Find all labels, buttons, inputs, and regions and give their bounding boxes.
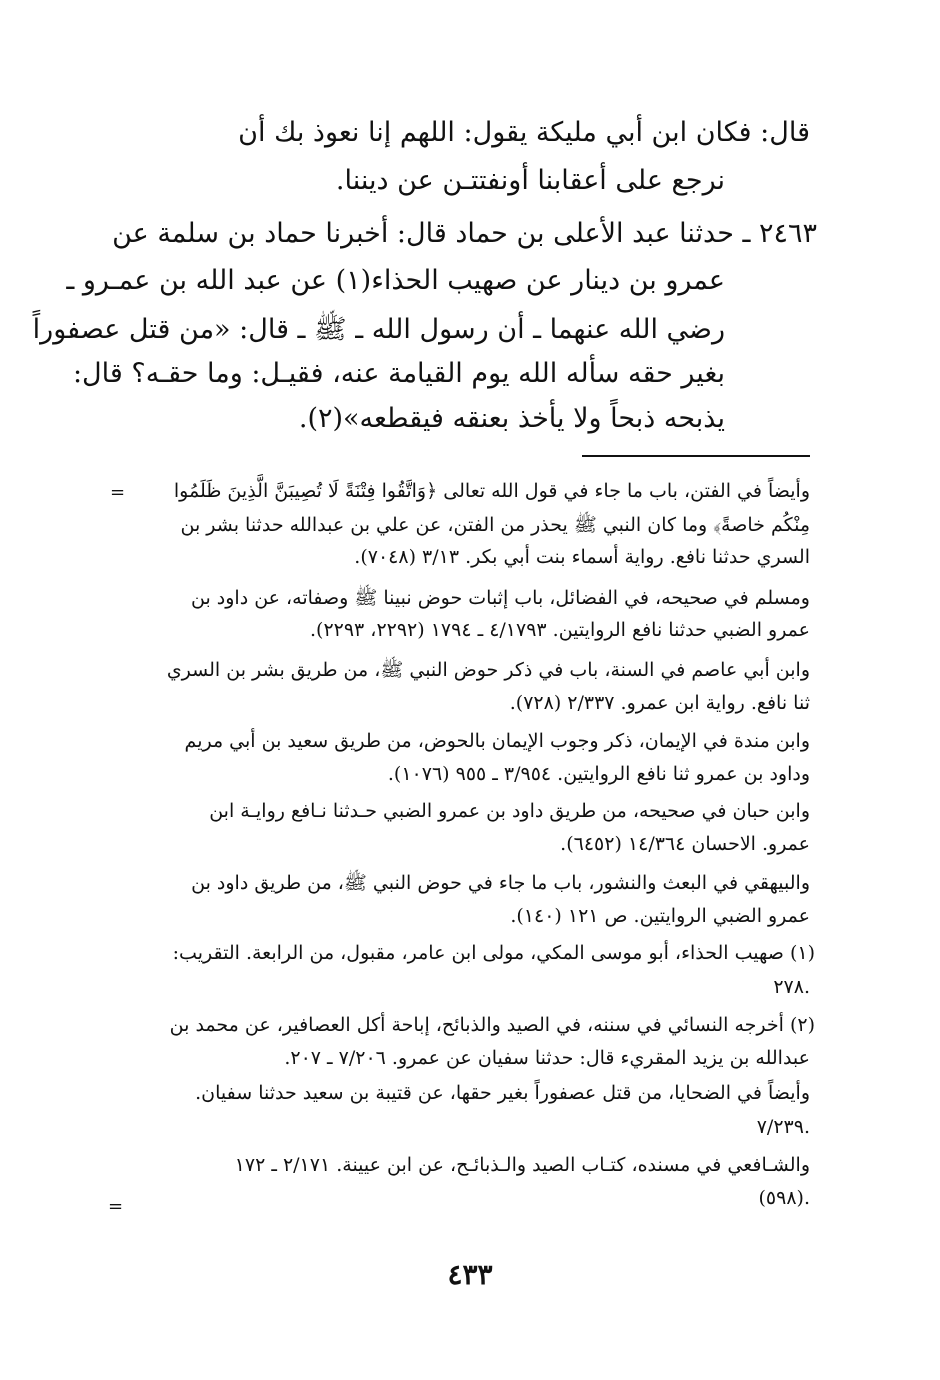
footnote-line: عمرو. الاحسان ١٤/٣٦٤ (٦٤٥٢). bbox=[560, 833, 810, 855]
hadith-2463-line-5: يذبحه ذبحاً ولا يأخذ بعنقه فيقطعه»(٢). bbox=[298, 403, 725, 434]
footnote-line: وابن مندة في الإيمان، ذكر وجوب الإيمان بالحوض، من طريق سعيد بن أبي مريم bbox=[184, 730, 810, 752]
footnote-line: والشـافعي في مسنده، كتـاب الصيد والـذبائـح، عن ابن عيينة. ٢/١٧١ ـ ١٧٢ bbox=[234, 1154, 810, 1176]
footnote-separator bbox=[582, 455, 810, 457]
footnote-line: مِنْكُم خاصةً﴾ وما كان النبي ﷺ يحذر من الفتن، عن علي بن عبدالله حدثنا بشر بن bbox=[180, 514, 810, 536]
footnote-line: ومسلم في صحيحه، في الفضائل، باب إثبات حوض نبينا ﷺ وصفاته، عن داود بن bbox=[190, 587, 810, 609]
hadith-2463-line-2: عمرو بن دينار عن صهيب الحذاء(١) عن عبد الله بن عمـرو ـ bbox=[66, 265, 725, 296]
main-line-2: نرجع على أعقابنا أونفتتـن عن ديننا. bbox=[335, 165, 725, 196]
footnote-line: عمرو الضبي الروايتين. ص ١٢١ (١٤٠). bbox=[510, 905, 810, 927]
footnote-line: وداود بن عمرو ثنا نافع الروايتين. ٣/٩٥٤ ـ ٩٥٥ (١٠٧٦). bbox=[387, 763, 810, 785]
footnote-line: وابن حبان في صحيحه، من طريق داود بن عمرو الضبي حـدثنا نـافع روايـة ابن bbox=[209, 800, 810, 822]
footnote-line: وأيضاً في الضحايا، من قتل عصفوراً بغير حقها، عن قتيبة بن سعيد حدثنا سفيان. bbox=[195, 1082, 810, 1104]
footnote-line: والبيهقي في البعث والنشور، باب ما جاء في حوض النبي ﷺ، من طريق داود بن bbox=[191, 872, 810, 894]
footnote-line: عبدالله بن يزيد المقريء قال: حدثنا سفيان عن عمرو. ٧/٢٠٦ ـ ٢٠٧. bbox=[284, 1047, 810, 1069]
footnote-line: ثنا نافع. رواية ابن عمرو. ٢/٣٣٧ (٧٢٨). bbox=[509, 692, 810, 714]
page-number: ٤٣٣ bbox=[447, 1258, 493, 1291]
footnote-line: (٥٩٨). bbox=[758, 1187, 810, 1209]
footnote-line: وأيضاً في الفتن، باب ما جاء في قول الله تعالى ﴿وَاتَّقُوا فِتْنَةً لَا تُصِيبَنَّ الَّذِينَ ظَلَمُوا bbox=[173, 480, 810, 502]
footnote-line: عمرو الضبي حدثنا نافع الروايتين. ٤/١٧٩٣ ـ ١٧٩٤ (٢٢٩٢، ٢٢٩٣). bbox=[309, 619, 810, 641]
footnote-line: ٧/٢٣٩. bbox=[756, 1116, 810, 1138]
continuation-mark-top: = bbox=[110, 482, 126, 503]
footnote-2: (٢) أخرجه النسائي في سننه، في الصيد والذبائح، إباحة أكل العصافير، عن محمد بن bbox=[169, 1014, 815, 1036]
footnote-line: وابن أبي عاصم في السنة، باب في ذكر حوض النبي ﷺ، من طريق بشر بن السري bbox=[166, 659, 810, 681]
footnote-1-cont: ٢٧٨. bbox=[773, 976, 810, 998]
footnote-line: السري حدثنا نافع. رواية أسماء بنت أبي بكر. ٣/١٣ (٧٠٤٨). bbox=[354, 546, 810, 568]
hadith-2463-line-1: ٢٤٦٣ ـ حدثنا عبد الأعلى بن حماد قال: أخبرنا حماد بن سلمة عن bbox=[112, 218, 817, 249]
hadith-2463-line-3: رضي الله عنهما ـ أن رسول الله ـ ﷺ ـ قال: «من قتل عصفوراً bbox=[32, 314, 725, 345]
hadith-2463-line-4: بغير حقه سأله الله يوم القيامة عنه، فقيـل: وما حقـه؟ قال: bbox=[72, 358, 725, 389]
continuation-mark-bottom: = bbox=[108, 1196, 124, 1217]
main-line-1: قال: فكان ابن أبي مليكة يقول: اللهم إنا نعوذ بك أن bbox=[238, 117, 810, 148]
footnote-1: (١) صهيب الحذاء، أبو موسى المكي، مولى ابن عامر، مقبول، من الرابعة. التقريب: bbox=[172, 942, 815, 964]
